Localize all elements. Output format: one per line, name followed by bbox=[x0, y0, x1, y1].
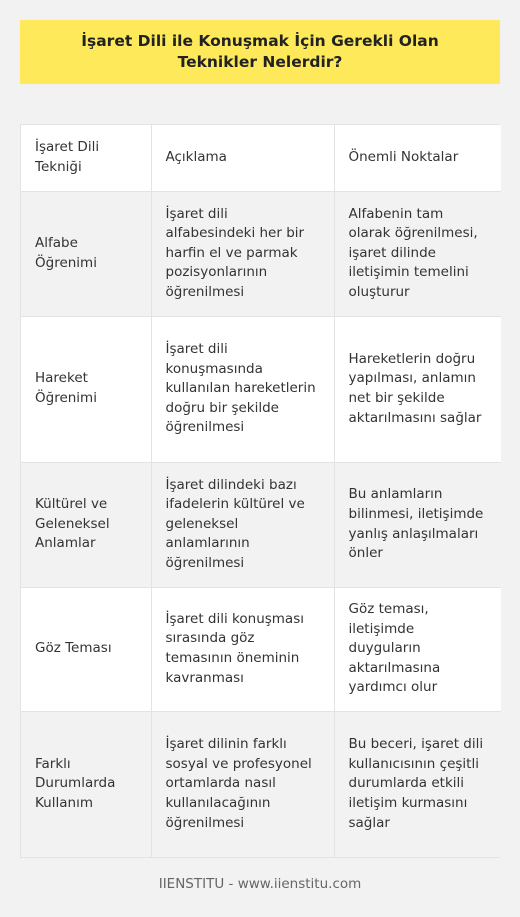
key-points-cell: Göz teması, iletişimde duyguların aktarılmasına yardımcı olur bbox=[334, 587, 501, 711]
technique-cell: Hareket Öğrenimi bbox=[21, 316, 151, 462]
description-cell: İşaret dili konuşmasında kullanılan hareketlerin doğru bir şekilde öğrenilmesi bbox=[151, 316, 334, 462]
page-title: İşaret Dili ile Konuşmak İçin Gerekli Olan Teknikler Nelerdir? bbox=[81, 32, 439, 71]
header-technique: İşaret Dili Tekniği bbox=[21, 125, 151, 191]
table-row bbox=[21, 711, 501, 857]
header-key-points: Önemli Noktalar bbox=[334, 125, 501, 191]
key-points-cell: Hareketlerin doğru yapılması, anlamın net bir şekilde aktarılmasını sağlar bbox=[334, 316, 501, 462]
techniques-table bbox=[20, 124, 500, 858]
table-row bbox=[21, 587, 501, 711]
description-cell: İşaret dilindeki bazı ifadelerin kültürel ve geleneksel anlamlarının öğrenilmesi bbox=[151, 462, 334, 587]
table-header-row bbox=[21, 125, 501, 191]
technique-cell: Farklı Durumlarda Kullanım bbox=[21, 711, 151, 857]
header-description: Açıklama bbox=[151, 125, 334, 191]
key-points-cell: Bu anlamların bilinmesi, iletişimde yanlış anlaşılmaları önler bbox=[334, 462, 501, 587]
table-row bbox=[21, 316, 501, 462]
description-cell: İşaret dili alfabesindeki her bir harfin el ve parmak pozisyonlarının öğrenilmesi bbox=[151, 191, 334, 316]
technique-cell: Göz Teması bbox=[21, 587, 151, 711]
description-cell: İşaret dili konuşması sırasında göz temasının öneminin kavranması bbox=[151, 587, 334, 711]
description-cell: İşaret dilinin farklı sosyal ve profesyonel ortamlarda nasıl kullanılacağının öğrenilmesi bbox=[151, 711, 334, 857]
table-row bbox=[21, 191, 501, 316]
technique-cell: Alfabe Öğrenimi bbox=[21, 191, 151, 316]
key-points-cell: Bu beceri, işaret dili kullanıcısının çeşitli durumlarda etkili iletişim kurmasını sağlar bbox=[334, 711, 501, 857]
footer-credit: IIENSTITU - www.iienstitu.com bbox=[158, 876, 362, 892]
key-points-cell: Alfabenin tam olarak öğrenilmesi, işaret dilinde iletişimin temelini oluşturur bbox=[334, 191, 501, 316]
title-banner bbox=[20, 20, 500, 84]
table-row bbox=[21, 462, 501, 587]
technique-cell: Kültürel ve Geleneksel Anlamlar bbox=[21, 462, 151, 587]
table bbox=[21, 125, 501, 857]
